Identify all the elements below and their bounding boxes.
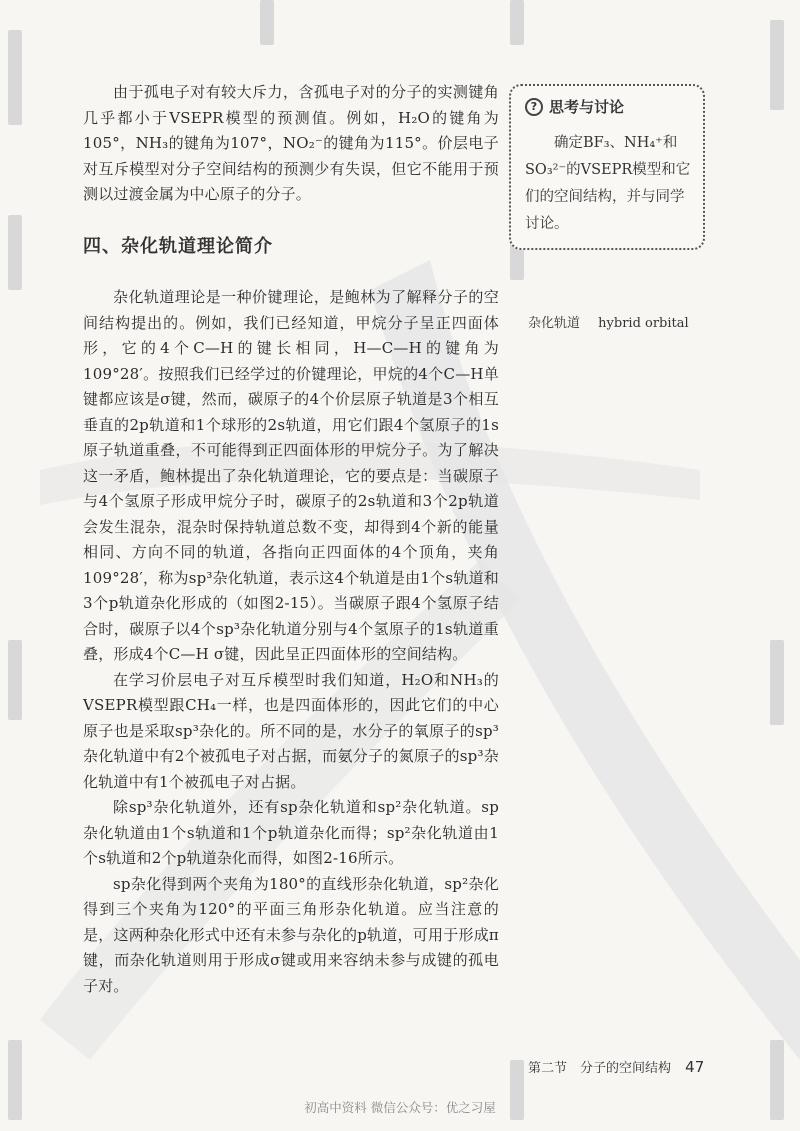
paragraph-text: 除sp³杂化轨道外，还有sp杂化轨道和sp²杂化轨道。sp杂化轨道由1个s轨道和1个p轨道杂化而得；sp²杂化轨道由1个s轨道和2个p轨道杂化而得，如图2-16所示。: [83, 798, 499, 867]
paragraph-text: sp杂化得到两个夹角为180°的直线形杂化轨道，sp²杂化得到三个夹角为120°的平面三角形杂化轨道。应当注意的是，这两种杂化形式中还有未参与杂化的p轨道，可用于形成π键，而杂化轨道则用于形成σ键或用来容纳未参与成键的孤电子对。: [83, 874, 499, 995]
section-heading: 四、杂化轨道理论简介: [83, 236, 273, 257]
glossary-zh: 杂化轨道: [528, 316, 581, 331]
footer-section: 第二节 分子的空间结构: [528, 1061, 672, 1076]
paragraph-text: 杂化轨道理论是一种价键理论，是鲍林为了解释分子的空间结构提出的。例如，我们已经知道，甲烷分子呈正四面体形，它的4个C—H的键长相同，H—C—H的键角为109°28′。按照我们已经学过的价键理论，甲烷的4个C—H单键都应该是σ键，然而，碳原子的4个价层原子轨道是3个相互垂直的2p轨道和1个球形的2s轨道，用它们跟4个氢原子的1s原子轨道重叠，不可能得到正四面体形的甲烷分子。为了解决这一矛盾，鲍林提出了杂化轨道理论，它的要点是：当碳原子与4个氢原子形成甲烷分子时，碳原子的2s轨道和3个2p轨道会发生混杂，混杂时保持轨道总数不变，却得到4个新的能量相同、方向不同的轨道，各指向正四面体的4个顶角，夹角109°28′，称为sp³杂化轨道，表示这4个轨道是由1个s轨道和3个p轨道杂化形成的（如图2-15）。当碳原子跟4个氢原子结合时，碳原子以4个sp³杂化轨道分别与4个氢原子的1s轨道重叠，形成4个C—H σ键，因此呈正四面体形的空间结构。: [83, 288, 499, 663]
watermark-mark: [8, 215, 22, 290]
watermark-mark: [8, 30, 22, 125]
question-icon: ?: [525, 98, 543, 116]
page-number: 47: [685, 1058, 705, 1076]
watermark-mark: [770, 20, 784, 110]
intro-paragraph: [83, 80, 499, 208]
source-credit: 初高中资料 微信公众号：优之习屋: [304, 1100, 496, 1115]
watermark-mark: [260, 0, 274, 45]
glossary-term: [528, 312, 689, 331]
body-text: [83, 285, 499, 999]
discussion-sidebar: [509, 84, 705, 250]
watermark-mark: [510, 0, 524, 45]
page-footer: [528, 1057, 704, 1076]
paragraph-text: 由于孤电子对有较大斥力，含孤电子对的分子的实测键角几乎都小于VSEPR模型的预测值。例如，H₂O的键角为105°，NH₃的键角为107°，NO₂⁻的键角为115°。价层电子对互斥模型对分子空间结构的预测少有失误，但它不能用于预测以过渡金属为中心原子的分子。: [83, 83, 499, 203]
paragraph-text: 在学习价层电子对互斥模型时我们知道，H₂O和NH₃的VSEPR模型跟CH₄一样，也是四面体形的，因此它们的中心原子也是采取sp³杂化的。所不同的是，水分子的氧原子的sp³杂化轨道中有2个被孤电子对占据，而氨分子的氮原子的sp³杂化轨道中有1个被孤电子对占据。: [83, 670, 499, 791]
sidebar-body: 确定BF₃、NH₄⁺和SO₃²⁻的VSEPR模型和它们的空间结构，并与同学讨论。: [525, 135, 691, 232]
sidebar-title: 思考与讨论: [549, 98, 625, 116]
glossary-en: hybrid orbital: [598, 316, 689, 331]
watermark-mark: [8, 640, 22, 720]
watermark-mark: [770, 640, 784, 725]
sidebar-header: [525, 96, 624, 117]
